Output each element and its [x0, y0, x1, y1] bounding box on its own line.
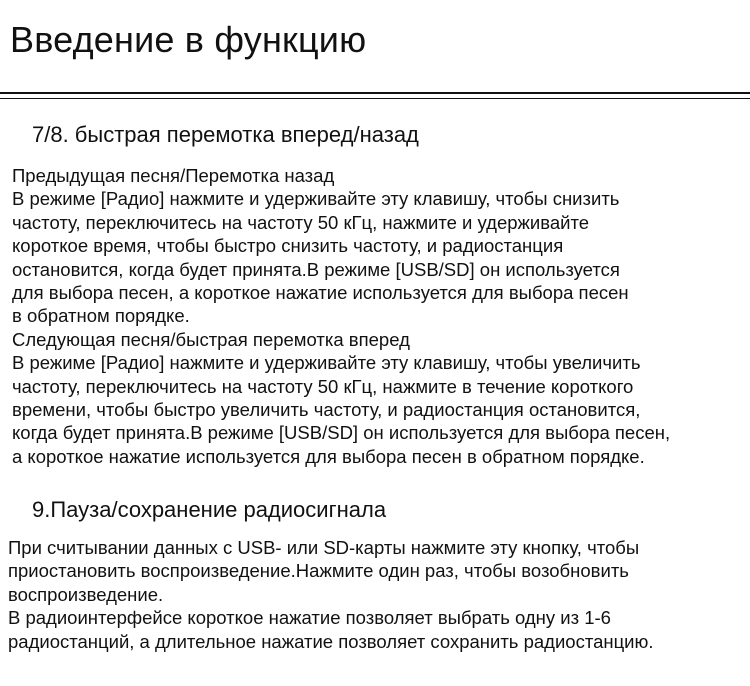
text-line: короткое время, чтобы быстро снизить частоту, и радиостанция: [12, 235, 564, 257]
section-heading-pause: 9.Пауза/сохранение радиосигнала: [32, 497, 387, 522]
title-divider-thin: [0, 98, 750, 99]
text-line: При считывании данных с USB- или SD-карты нажмите эту кнопку, чтобы: [8, 537, 640, 558]
text-line: В режиме [Радио] нажмите и удерживайте эту клавишу, чтобы снизить: [12, 188, 620, 210]
text-line: В режиме [Радио] нажмите и удерживайте эту клавишу, чтобы увеличить: [12, 352, 641, 374]
text-line: приостановить воспроизведение.Нажмите один раз, чтобы возобновить: [8, 560, 629, 582]
text-line: а короткое нажатие используется для выбора песен в обратном порядке.: [12, 445, 645, 467]
text-line: остановится, когда будет принята.В режиме [USB/SD] он используется: [12, 258, 620, 280]
section-body-pause: [8, 536, 654, 653]
text-line: частоту, переключитесь на частоту 50 кГц, нажмите в течение короткого: [12, 375, 634, 397]
text-line: времени, чтобы быстро увеличить частоту, и радиостанция остановится,: [12, 399, 641, 421]
text-line: Предыдущая песня/Перемотка назад: [12, 165, 335, 186]
text-line: когда будет принята.В режиме [USB/SD] он используется для выбора песен,: [12, 422, 671, 444]
text-line: в обратном порядке.: [12, 305, 190, 327]
section-body-fast-forward: [12, 164, 670, 468]
page-title: Введение в функцию: [10, 19, 367, 60]
text-line: В радиоинтерфейсе короткое нажатие позволяет выбрать одну из 1-6: [8, 607, 611, 629]
text-line: радиостанций, а длительное нажатие позволяет сохранить радиостанцию.: [8, 630, 654, 652]
text-line: воспроизведение.: [8, 583, 164, 605]
text-line: частоту, переключитесь на частоту 50 кГц, нажмите и удерживайте: [12, 211, 590, 233]
title-divider: [0, 92, 750, 94]
text-line: Следующая песня/быстрая перемотка вперед: [12, 328, 410, 350]
section-heading-fast-forward: 7/8. быстрая перемотка вперед/назад: [32, 122, 419, 147]
text-line: для выбора песен, а короткое нажатие используется для выбора песен: [12, 282, 629, 304]
